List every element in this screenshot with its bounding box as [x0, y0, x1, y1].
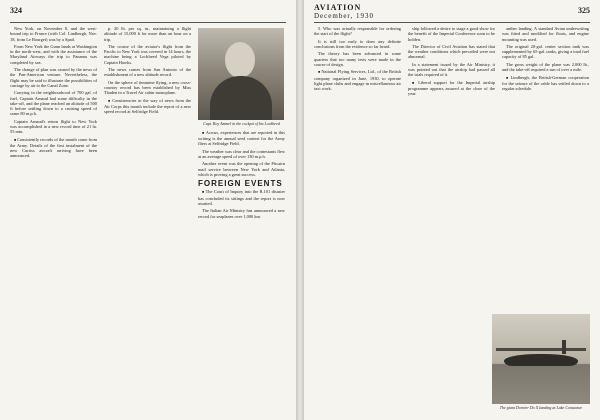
boat-tail [562, 340, 566, 354]
paragraph: On the sphere of feminine flying, a new cross-country record has been established by Miss Thaden in a Travel Air cabin monoplane. [104, 79, 191, 96]
right-column-2 [408, 26, 495, 414]
bullet-paragraph: ■ Consistencies in the way of news from the Air Corps this month include the report of a new speed record at Selfridge Field. [104, 98, 191, 115]
paragraph: The theory has been advanced in some quarters that too many tests were made in the course of design. [314, 51, 401, 67]
paragraph: The Italian Air Ministry has announced a new record for seaplanes over 1,000 km. [198, 208, 285, 219]
paragraph: 5. Who was actually responsible for ordering the start of the flight? [314, 26, 401, 37]
bullet-paragraph: ■ Liberal support for the Imperial airship programme appears assured at the close of the year. [408, 80, 495, 97]
paragraph: Another event was the opening of the Pitcairn mail service between New York and Atlanta, which is proving a great success. [198, 161, 285, 177]
bullet-paragraph: ■ National Flying Services, Ltd., of the British company organized in June, 1930, to operate light plane clubs and engage in miscellaneous air taxi work. [314, 69, 401, 91]
bullet-paragraph: ■ The Court of Inquiry into the R.101 disaster has concluded its sittings and the report is now awaited. [198, 189, 285, 206]
paragraph: The gross weight of the plane was 2,000 lb., and the take-off required a run of over a mile. [502, 61, 589, 73]
running-head [314, 4, 374, 20]
paragraph: The course of the aviator's flight from the Pacific to New York was covered in 14 hours, the machine being a Lockheed Vega piloted by Captain Hawks. [104, 43, 191, 65]
section-heading: FOREIGN EVENTS [198, 179, 283, 189]
boat-hull [504, 354, 578, 366]
left-page [0, 0, 296, 420]
header-rule-left [10, 22, 286, 23]
left-column-1 [10, 26, 97, 414]
page-gutter [296, 0, 304, 420]
paragraph: p. 20 lb. per sq. in., maintaining a flight altitude of 15,000 ft for more than an hour on a trip. [104, 26, 191, 42]
paragraph: The weather was clear and the contestants flew at an average speed of over 130 m.p.h. [198, 148, 285, 159]
right-column-3 [502, 26, 589, 306]
magazine-title: AVIATION [314, 3, 362, 12]
portrait-head [225, 42, 255, 78]
bullet-paragraph: ■ Consistently records of the month come from the Army. Details of the first instalment of the new Curtiss aircraft arriving have been announced. [10, 137, 97, 159]
paragraph: New York, on November 8, and the west-bound trip to France (with Col. Lindbergh, Nov. 18, from Le Bourget) was by a Spad. [10, 26, 97, 42]
portrait-caption: Capt. Roy Ammel in the cockpit of his Lockheed [203, 121, 280, 126]
header-rule-right [314, 22, 590, 23]
flying-boat-photo [492, 314, 590, 404]
portrait-photo [198, 28, 284, 120]
paragraph: Carrying in the neighbourhood of 700 gal. of fuel, Captain Arnaud had some difficulty in the take-off, and the plane reached an altitude of 500 ft before settling down to a cruising speed of some 80 m.p.h. [10, 90, 97, 117]
paragraph: Captain Arnaud's return flight to New York was accomplished in a new record time of 21 hr. 55 min. [10, 118, 97, 135]
bullet-paragraph: ■ Across, experiences that are reported in this writing is the annual seed contest for the Army fliers at Selfridge Field. [198, 130, 285, 147]
issue-date: December, 1930 [314, 12, 374, 20]
portrait-body [210, 76, 272, 120]
paragraph: From New York the Gunn lands at Washington in the north-west, and with the assistance of the Maryland Airways the trip to Panama was completed by sea. [10, 43, 97, 65]
paragraph: The news comes from San Antonio of the establishment of a new altitude record. [104, 67, 191, 78]
right-column-1 [314, 26, 401, 414]
page-number-right: 325 [578, 6, 590, 15]
paragraph: The original 20-gal. center section tank was supplemented by 65-gal. tanks, giving a total fuel capacity of 85 gal. [502, 43, 589, 60]
flying-boat-caption: The giant Dornier Do X landing at Lake Constance [499, 405, 583, 410]
paragraph: The Director of Civil Aviation has stated that the weather conditions which prevailed were not abnormal. [408, 43, 495, 60]
paragraph: It is still too early to draw any definite conclusions from the evidence so far heard. [314, 38, 401, 49]
left-column-3 [198, 26, 285, 414]
left-column-2 [104, 26, 191, 414]
page-number-left: 324 [10, 6, 22, 15]
paragraph: In a statement issued by the Air Ministry, it was pointed out that the airship had passed all the trials required of it. [408, 61, 495, 78]
boat-wing [496, 348, 586, 351]
right-page [304, 0, 600, 420]
paragraph: The change of plan was caused by the news of the Pan-American venture. Nevertheless, the flight may be said to illustrate the possibilities of carriage by air to the Canal Zone. [10, 67, 97, 88]
paragraph: anther landing. A standard Avian underwriting was fitted and modified for floats, and engine mounting was used. [502, 26, 589, 42]
paragraph: ship followed a desire to stage a good show for the benefit of the Imperial Conference soon to be holden. [408, 26, 495, 42]
bullet-paragraph: ■ Lindbergh, the British-German cooperation for the seizure of the cable has settled down to a regular schedule. [502, 75, 589, 92]
